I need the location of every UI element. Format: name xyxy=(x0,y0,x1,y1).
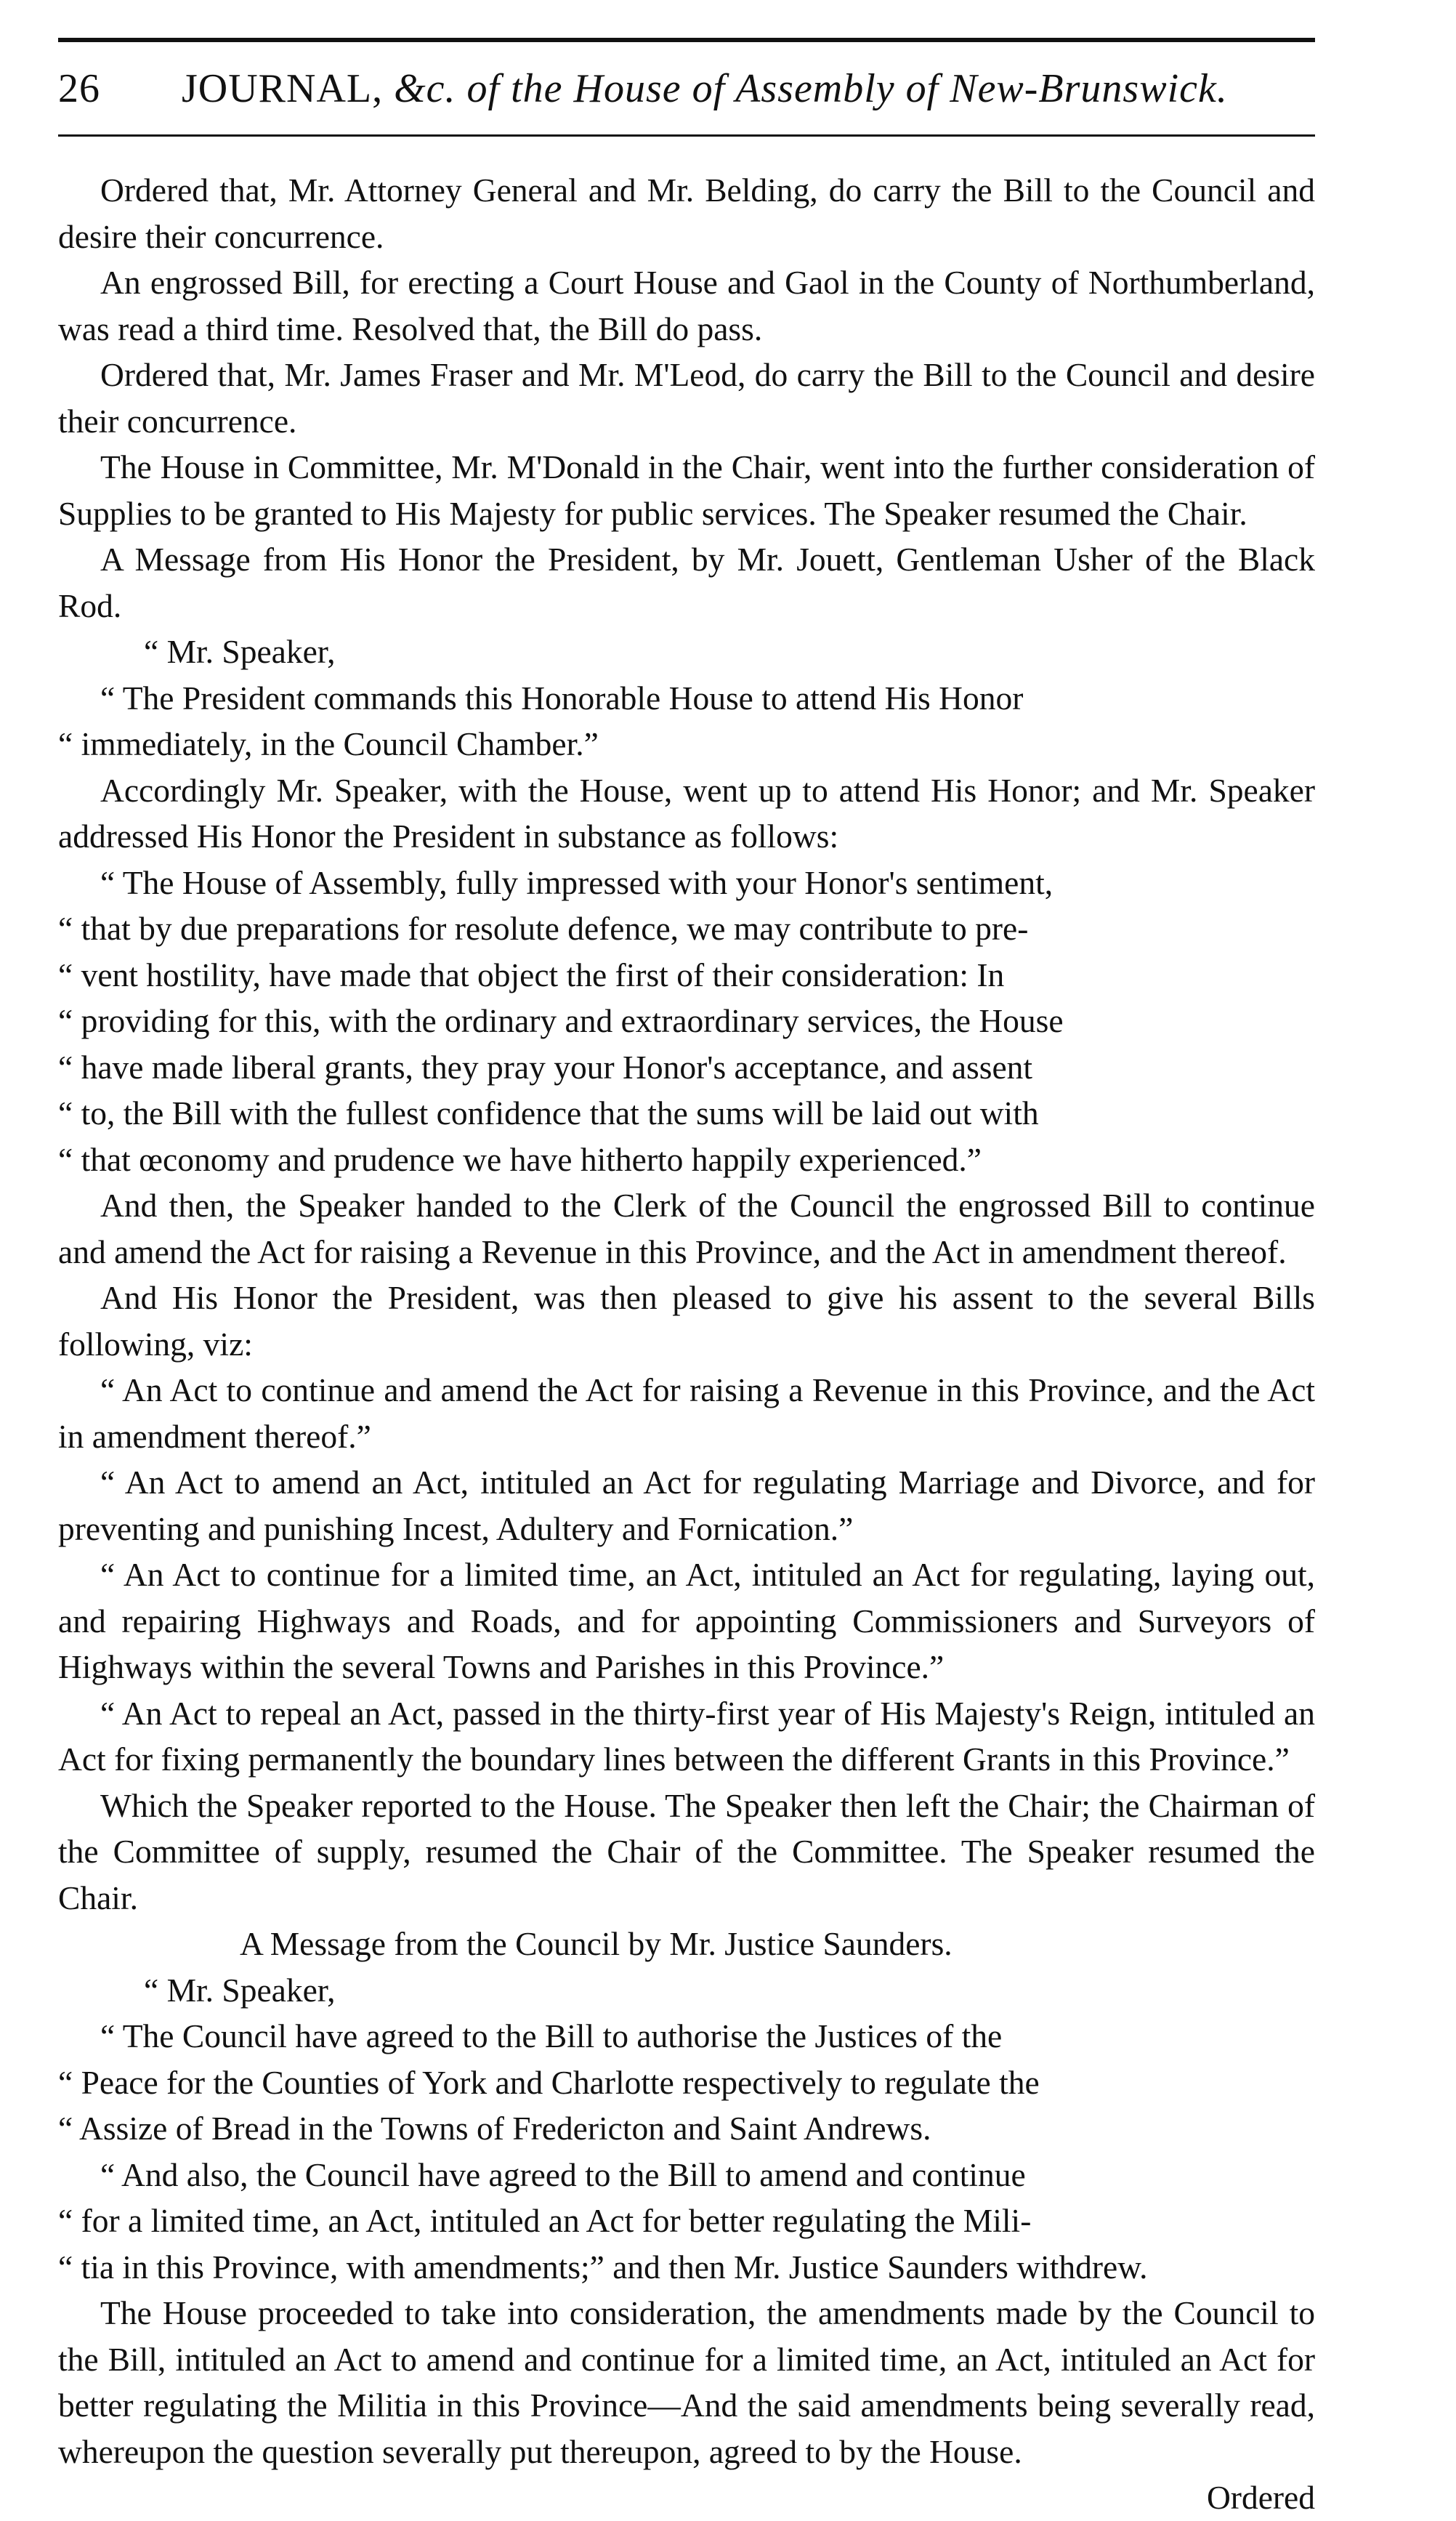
quoted-line: “ The House of Assembly, fully impressed with your Honor's sentiment, xyxy=(100,863,1053,901)
paragraph: Accordingly Mr. Speaker, with the House, went up to attend His Honor; and Mr. Speaker addressed His Honor the President in substance as follows: xyxy=(58,771,1315,855)
act-title: “ An Act to amend an Act, intituled an Act for regulating Marriage and Divorce, and for preventing and punishing Incest, Adultery and Fornication.” xyxy=(58,1464,1315,1547)
paragraph: The House proceeded to take into consideration, the amendments made by the Council to the Bill, intituled an Act to amend and continue for a limited time, an Act, intituled an Act for better regulating the Militia in this Province—And the said amendments being severally read, whereupon the question severally put thereupon, agreed to by the House. xyxy=(58,2294,1315,2470)
paragraph: And then, the Speaker handed to the Clerk of the Council the engrossed Bill to continue and amend the Act for raising a Revenue in this Province, and the Act in amendment thereof. xyxy=(58,1187,1315,1270)
quoted-line: “ for a limited time, an Act, intituled an Act for better regulating the Mili- xyxy=(58,2202,1032,2239)
act-title: “ An Act to continue for a limited time, an Act, intituled an Act for regulating, laying out, and repairing Highways and Roads, and for appointing Commissioners and Surveyors of Highways within the several Towns and Parishes in this Province.” xyxy=(58,1556,1315,1685)
paragraph: Which the Speaker reported to the House. The Speaker then left the Chair; the Chairman of the Committee of supply, resumed the Chair of the Committee. The Speaker resumed the Chair. xyxy=(58,1786,1315,1916)
catchword: Ordered xyxy=(1206,2479,1315,2516)
page-number: 26 xyxy=(58,66,100,111)
salutation: “ Mr. Speaker, xyxy=(144,633,336,670)
message-heading: A Message from the Council by Mr. Justice Saunders. xyxy=(240,1925,953,1962)
quoted-line: “ vent hostility, have made that object the first of their consideration: In xyxy=(58,956,1005,993)
quoted-line: “ that by due preparations for resolute defence, we may contribute to pre- xyxy=(58,910,1029,947)
quoted-line: “ have made liberal grants, they pray your Honor's acceptance, and assent xyxy=(58,1048,1033,1086)
salutation: “ Mr. Speaker, xyxy=(144,1971,336,2009)
page-header xyxy=(58,65,1315,131)
running-title-caps: JOURNAL, xyxy=(182,66,384,111)
running-title xyxy=(182,65,1228,112)
quoted-line: “ providing for this, with the ordinary and extraordinary services, the House xyxy=(58,1002,1064,1039)
paragraph: An engrossed Bill, for erecting a Court House and Gaol in the County of Northumberland, was read a third time. Resolved that, the Bill do pass. xyxy=(58,264,1315,347)
quoted-line: “ that œconomy and prudence we have hitherto happily experienced.” xyxy=(58,1140,982,1178)
paragraph: And His Honor the President, was then pleased to give his assent to the several Bills following, viz: xyxy=(58,1279,1315,1363)
quoted-line: “ to, the Bill with the fullest confidence that the sums will be laid out with xyxy=(58,1094,1039,1132)
paragraph: A Message from His Honor the President, by Mr. Jouett, Gentleman Usher of the Black Rod. xyxy=(58,541,1315,624)
running-title-rest: &c. of the House of Assembly of New-Brunswick. xyxy=(383,66,1228,111)
quoted-line: “ Peace for the Counties of York and Charlotte respectively to regulate the xyxy=(58,2063,1040,2101)
quoted-line: “ The Council have agreed to the Bill to authorise the Justices of the xyxy=(100,2017,1003,2054)
quoted-line: “ tia in this Province, with amendments;” and then Mr. Justice Saunders withdrew. xyxy=(58,2248,1148,2286)
quoted-line: “ Assize of Bread in the Towns of Fredericton and Saint Andrews. xyxy=(58,2110,931,2147)
paragraph: The House in Committee, Mr. M'Donald in the Chair, went into the further consideration of Supplies to be granted to His Majesty for public services. The Speaker resumed the Chair. xyxy=(58,448,1315,532)
top-rule xyxy=(58,38,1315,42)
header-rule xyxy=(58,134,1315,137)
act-title: “ An Act to continue and amend the Act for raising a Revenue in this Province, and the Act in amendment thereof.” xyxy=(58,1371,1315,1455)
paragraph: Ordered that, Mr. Attorney General and Mr. Belding, do carry the Bill to the Council and desire their concurrence. xyxy=(58,172,1315,255)
quoted-line: “ And also, the Council have agreed to the Bill to amend and continue xyxy=(100,2155,1026,2193)
quoted-line: “ immediately, in the Council Chamber.” xyxy=(58,725,599,762)
quoted-line: “ The President commands this Honorable House to attend His Honor xyxy=(100,679,1024,717)
journal-body xyxy=(58,167,1315,2521)
act-title: “ An Act to repeal an Act, passed in the thirty-first year of His Majesty's Reign, intituled an Act for fixing permanently the boundary lines between the different Grants in this Province.” xyxy=(58,1694,1315,1778)
paragraph: Ordered that, Mr. James Fraser and Mr. M'Leod, do carry the Bill to the Council and desire their concurrence. xyxy=(58,356,1315,440)
